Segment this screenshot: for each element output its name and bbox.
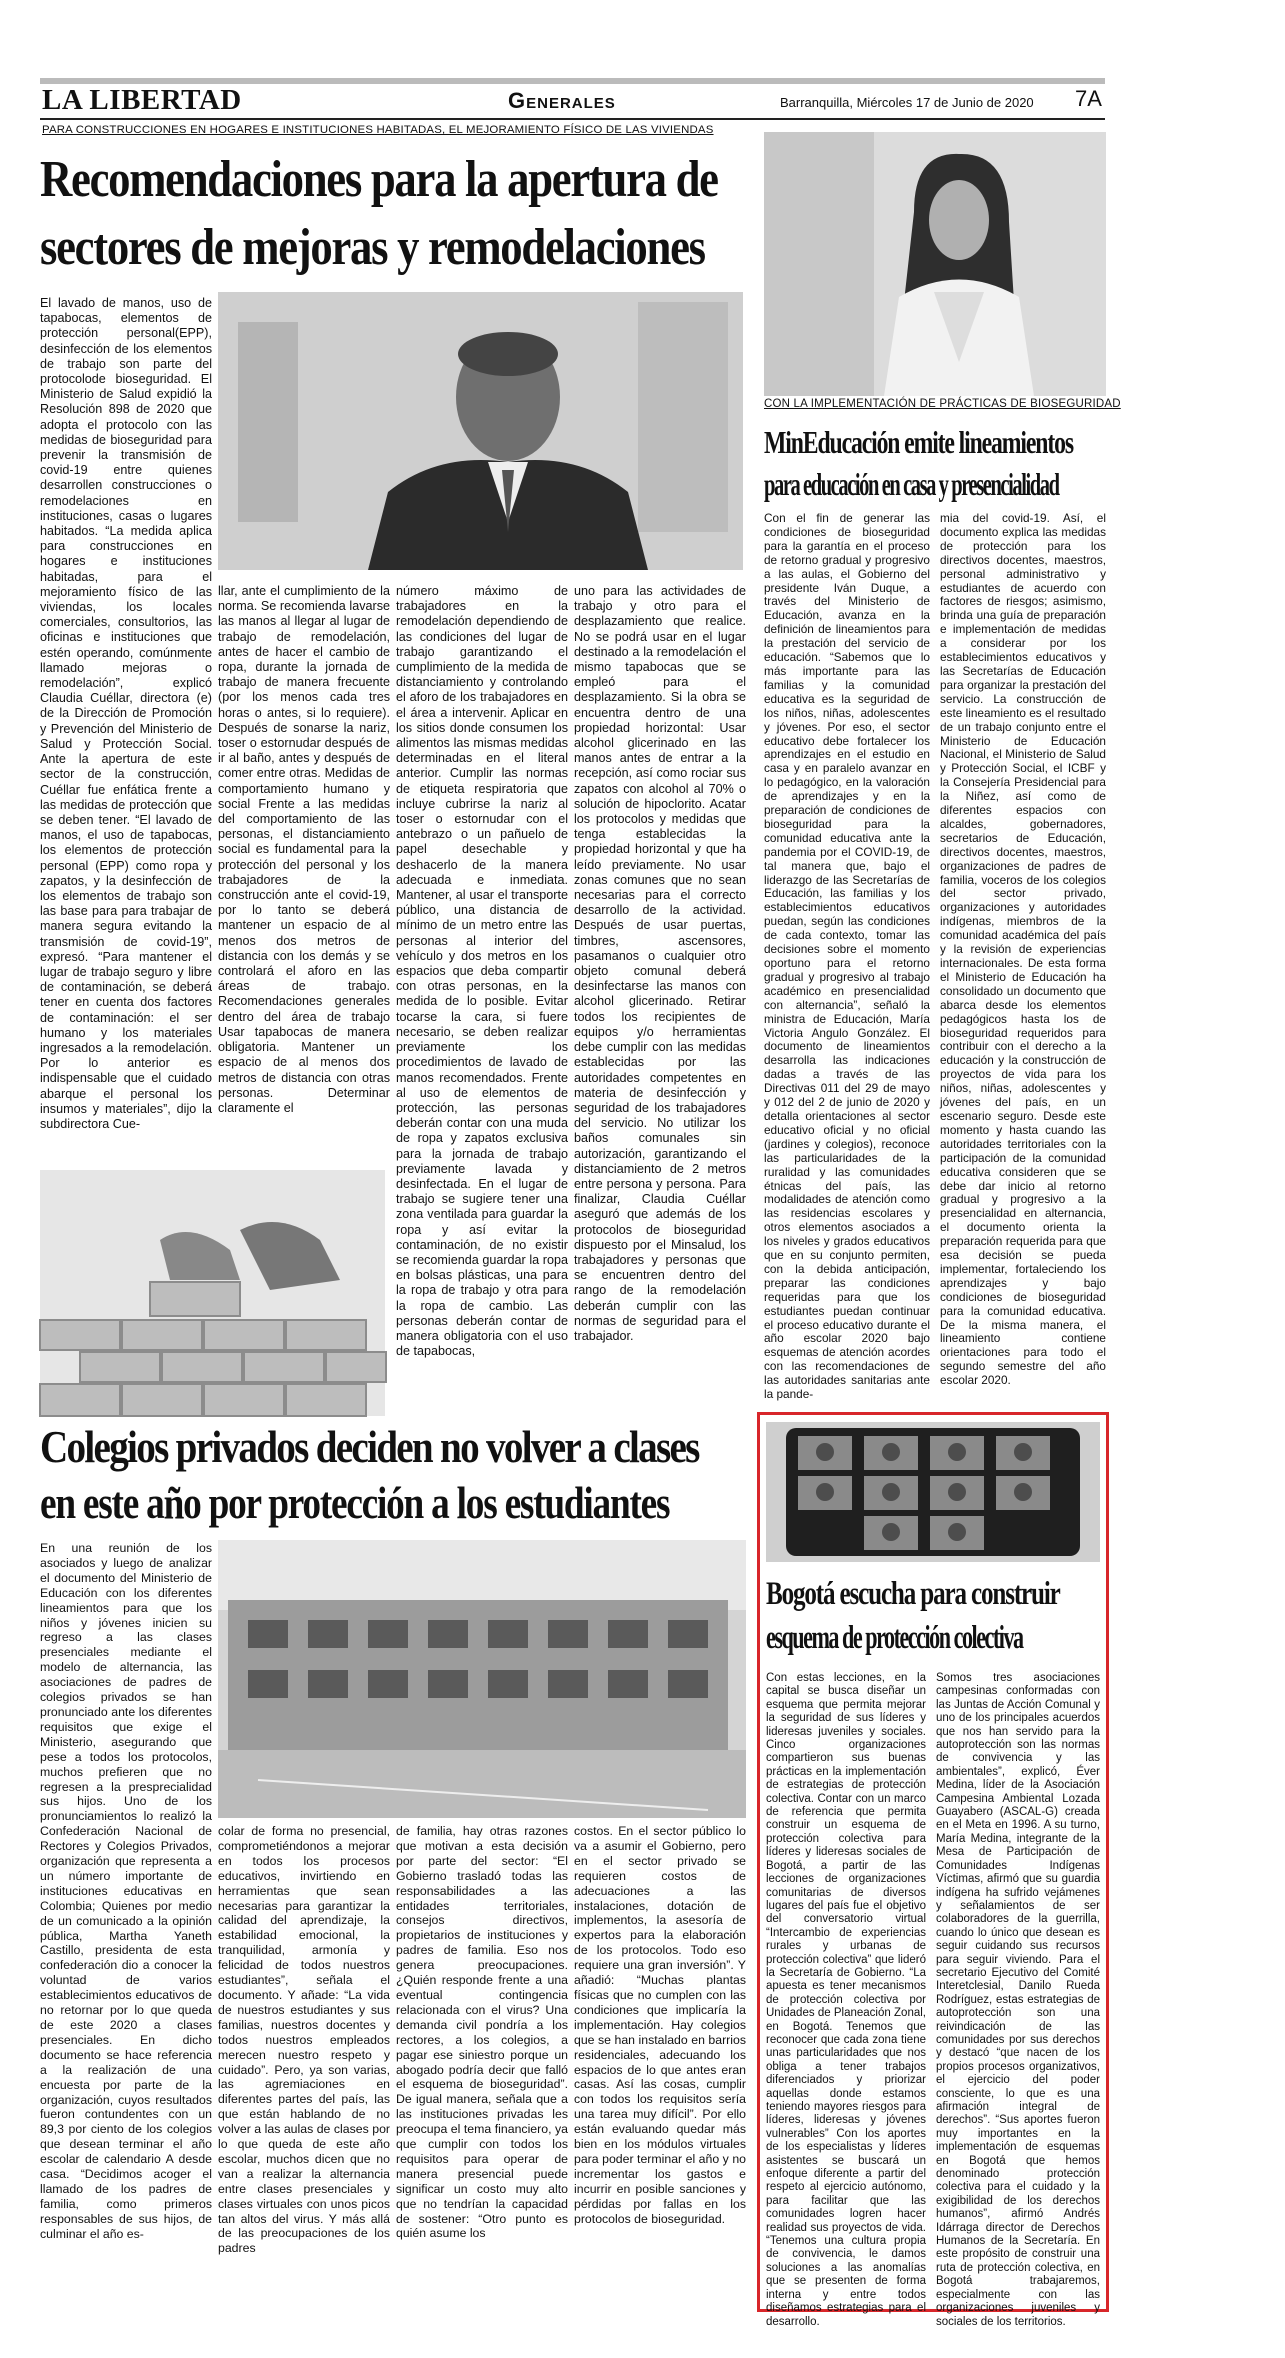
page-number: 7A xyxy=(1075,86,1102,111)
masthead-bottom-rule xyxy=(40,118,1105,120)
story3-headline-line1: Colegios privados deciden no volver a clases xyxy=(40,1421,699,1472)
school-building-photo xyxy=(218,1540,746,1818)
story2-headline-line2: para educación en casa y presencialidad xyxy=(764,466,1059,502)
story1-headline-line1: Recomendaciones para la apertura de xyxy=(40,151,718,208)
paper-name: LA LIBERTAD xyxy=(42,84,242,116)
story2-column-2: mia del covid-19. Así, el documento explica las medidas de protección para los directivos docentes, maestros, personal administrativo y estudiantes de acuerdo con factores de riesgos; asimismo, brinda una guía de preparación e implementación de medidas a considerar por los establecimientos educativos y las Secretarías de Educación para organizar la prestación del servicio. La construcción de este lineamiento es el resultado de un trabajo conjunto entre el Ministerio de Educación Nacional, el Ministerio de Salud y Protección Social, el ICBF y la Consejería Presidencial para la Niñez, así como de diferentes espacios con alcaldes, gobernadores, secretarios de Educación, directivos docentes, maestros, organizaciones de padres de familia, voceros de los colegios del sector privado, organizaciones y autoridades indígenas, miembros de la comunidad académica del país y la revisión de experiencias internacionales. De esta forma el Ministerio de Educación ha consolidado un documento que abarca desde los elementos pedagógicos hasta los de bioseguridad requeridos para contribuir con el derecho a la educación y la construcción de proyectos de vida para los niños, niñas, adolescentes y jóvenes del país, en un escenario seguro. Desde este momento y hasta cuando las autoridades territoriales con la participación de la comunidad educativa consideren que se debe dar inicio al retorno gradual y progresivo a la presencialidad en alternancia, el documento orienta la preparación requerida para que esa decisión se pueda implementar, fortaleciendo los aprendizajes y bajo condiciones de bioseguridad para la comunidad educativa. De la misma manera, el lineamiento contiene orientaciones para todo el segundo semestre del año escolar 2020. xyxy=(940,511,1106,1388)
story1-column-2: llar, ante el cumplimiento de la norma. Se recomienda lavarse las manos al llegar al lugar de trabajo de remodelación, antes de hacer el cambio de ropa, durante la jornada de trabajo de manera frecuente (por los menos cada tres horas o antes, si lo requiere). Después de sonarse la nariz, toser o estornudar después de ir al baño, antes y después de comer entre otras. Medidas de comportamiento humano y social Frente a las medidas del comportamiento de las personas, el distanciamiento social es fundamental para la protección del personal y los trabajadores de la construcción ante el covid-19, por lo tanto se deberá mantener un espacio de al menos dos metros de distancia con los demás y se controlará el aforo en las áreas de trabajo. Recomendaciones generales dentro del área de trabajo Usar tapabocas de manera obligatoria. Mantener un espacio de al menos dos metros de distancia con otras personas. Determinar claramente el xyxy=(218,584,390,1115)
story2-kicker: CON LA IMPLEMENTACIÓN DE PRÁCTICAS DE BIOSEGURIDAD xyxy=(764,398,1121,410)
story4-headline-line1: Bogotá escucha para construir xyxy=(766,1576,1060,1612)
story1-column-4: uno para las actividades de trabajo y otro para el desplazamiento que realice. No se podrá usar en el lugar destinado a la remodelación el mismo tapabocas que se empleó para el desplazamiento. Si la obra se encuentra dentro de una propiedad horizontal: Usar alcohol glicerinado en las manos antes de entrar a la recepción, así como rociar sus zapatos con alcohol al 70% o solución de hipoclorito. Acatar los protocolos y medidas que tenga establecidas la propiedad horizontal y que ha leído previamente. No usar zonas comunes que no sean necesarias para el correcto desarrollo de la actividad. Después de usar puertas, timbres, ascensores, pasamanos o cualquier otro objeto comunal deberá desinfectarse las manos con alcohol glicerinado. Retirar todos los recipientes de equipos y/o herramientas debe cumplir con las medidas establecidas por las autoridades competentes en materia de desinfección y seguridad de los trabajadores del servicio. No utilizar los baños comunales sin autorización, garantizando el distanciamiento de 2 metros entre persona y persona. Para finalizar, Claudia Cuéllar aseguró que además de los protocolos de bioseguridad dispuesto por el Minsalud, los trabajadores y personas que se encuentren dentro del rango de la remodelación deberán cumplir con las normas de seguridad para el trabajador. xyxy=(574,584,746,1343)
video-call-tablet-illustration xyxy=(766,1422,1100,1562)
story2-headline-line1: MinEducación emite lineamientos xyxy=(764,424,1073,460)
minister-education-photo xyxy=(764,132,1106,396)
story4-column-2: Somos tres asociaciones campesinas conformadas con las Juntas de Acción Comunal y uno de los principales acuerdos que nos han servido para la autoprotección son las normas de convivencia y las ambientales”, explicó, Éver Medina, líder de la Asociación Campesina Ambiental Lozada Guayabero (ASCAL-G) creada en el Meta en 1996. A su turno, María Medina, integrante de la Mesa de Participación de Comunidades Indígenas Víctimas, afirmó que su guardia indígena ha sufrido vejámenes y señalamientos de ser colaboradores de la guerrilla, cuando lo único que desean es seguir cuidando sus recursos para seguir viviendo. Para el secretario Ejecutivo del Comité Interetclesial, Danilo Rueda Rodríguez, estas estrategias de autoprotección son una reivindicación de las comunidades por sus derechos y destacó “que nacen de los propios procesos organizativos, el ejercicio del poder consciente, lo que es una afirmación integral de derechos”. “Sus aportes fueron muy importantes en la implementación de esquemas en Bogotá que hemos denominado protección colectiva para el cuidado y la exigibilidad de los derechos humanos”, afirmó Andrés Idárraga director de Derechos Humanos de la Secretaría. En este propósito de construir una ruta de protección colectiva, en Bogotá trabajaremos, especialmente con las organizaciones juveniles y sociales de los territorios. xyxy=(936,1672,1100,2328)
story1-column-3: número máximo de trabajadores en la remodelación dependiendo de las condiciones del lugar de trabajo garantizando el cumplimiento de la medida de distanciamiento y controlando el aforo de los trabajadores en el área a intervenir. Aplicar en los sitios donde consumen los alimentos las mismas medidas determinadas en el literal anterior. Cumplir las normas de etiqueta respiratoria que incluye cubrirse la nariz al toser o estornudar con el antebrazo o un pañuelo de papel desechable y deshacerlo de la manera adecuada e inmediata. Mantener, al usar el transporte público, una distancia de mínimo de un metro entre las personas al interior del vehículo y dos metros en los espacios que deba compartir con otras personas, en la medida de lo posible. Evitar tocarse la cara, si fuere necesario, se deben realizar previamente los procedimientos de lavado de manos recomendados. Frente al uso de elementos de protección, las personas deberán contar con una muda de ropa y zapatos exclusiva para la jornada de trabajo previamente lavada y desinfectada. En el lugar de trabajo se sugiere tener una zona ventilada para guardar la ropa y así evitar la contaminación, de no existir se recomienda guardar la ropa en bolsas plásticas, una para la ropa de trabajo y otra para la ropa de cambio. Las personas deberán contar de manera obligatoria con el uso de tapabocas, xyxy=(396,584,568,1359)
story3-headline-line2: en este año por protección a los estudiantes xyxy=(40,1477,670,1528)
dateline: Barranquilla, Miércoles 17 de Junio de 2020 xyxy=(780,95,1034,110)
story1-headline-line2: sectores de mejoras y remodelaciones xyxy=(40,219,705,276)
story3-column-4: costos. En el sector público lo va a asumir el Gobierno, pero en el sector privado se requieren costos de adecuaciones a las instalaciones, dotación de implementos, la asesoría de expertos para la elaboración de los protocolos. Todo eso requiere una gran inversión”. Y añadió: “Muchas plantas físicas que no cumplen con las condiciones que implicaría la implementación. Hay colegios que se han instalado en barrios residenciales, adecuando los espacios de lo que antes eran casas. Así las cosas, cumplir con todos los requisitos sería una tarea muy difícil”. Por ello están evaluando quedar más bien en los módulos virtuales para poder terminar el año y no incrementar los gastos e incurrir en posible sanciones y pérdidas por fallas en los protocolos de bioseguridad. xyxy=(574,1824,746,2226)
story4-headline-line2: esquema de protección colectiva xyxy=(766,1620,1023,1656)
story3-column-2: colar de forma no presencial, comprometiéndonos a mejorar en todos los procesos educativos, invirtiendo en herramientas que sean necesarias para garantizar la calidad del aprendizaje, la estabilidad emocional, la tranquilidad, armonía y felicidad de todos nuestros estudiantes”, señala el documento. Y añade: “La vida de nuestros estudiantes y sus familias, nuestros docentes y todos nuestros empleados merecen nuestro respeto y cuidado”. Pero, ya son varias, las agremiaciones en diferentes partes del país, las que están hablando de no volver a las aulas de clases por lo que queda de este año escolar, muchos dicen que no van a realizar la alternancia entre clases presenciales y clases virtuales con unos picos tan altos del virus. Y más allá de las preocupaciones de los padres xyxy=(218,1824,390,2256)
story3-column-1: En una reunión de los asociados y luego de analizar el documento del Ministerio de Educación con los diferentes lineamientos para que los niños y jóvenes inicien su regreso a las clases presenciales mediante el modelo de alternancia, las asociaciones de padres de colegios privados se han pronunciado ante los diferentes requisitos que exige el Ministerio, asegurando que pese a todos los protocolos, muchos prefieren que no regresen a la presprecialidad sus hijos. Uno de los pronunciamientos lo realizó la Confederación Nacional de Rectores y Colegios Privados, organización que representa a un número importante de instituciones educativas en Colombia; Quienes por medio de un comunicado a la opinión pública, Martha Yaneth Castillo, presidenta de esta confederación dio a conocer la voluntad de varios establecimientos educativos de no retornar por lo que queda de este 2020 a clases presenciales. En dicho documento se hace referencia a la realización de una encuesta por parte de la organización, cuyos resultados fueron contundentes con un 89,3 por ciento de los colegios que desean terminar el año escolar de calendario A desde casa. “Decidimos acoger el llamado de los padres de familia, como primeros responsables de sus hijos, de culminar el año es- xyxy=(40,1541,212,2241)
video-call-photo xyxy=(766,1422,1100,1562)
story3-column-3: de familia, hay otras razones que motivan a esta decisión por parte del sector: “El Gobierno trasladó todas las responsabilidades a las entidades territoriales, consejos directivos, propietarios de instituciones y padres de familia. Eso nos genera preocupaciones. ¿Quién responde frente a una eventual contingencia relacionada con el virus? Una demanda civil pondría a los rectores, a los colegios, a pagar ese siniestro porque un abogado podría decir que falló el esquema de bioseguridad”. De igual manera, señala que a las instituciones privadas les preocupa el tema financiero, ya que cumplir con todos los requisitos para operar de manera presencial puede significar un costo muy alto que no tendrían la capacidad de sostener: “Otro punto es quién asume los xyxy=(396,1824,568,2241)
minister-portrait-illustration xyxy=(218,292,743,570)
minister-photo xyxy=(218,292,743,570)
story1-kicker: PARA CONSTRUCCIONES EN HOGARES E INSTITUCIONES HABITADAS, EL MEJORAMIENTO FÍSICO DE LAS VIVIENDAS xyxy=(42,124,714,136)
woman-portrait-illustration xyxy=(764,132,1106,396)
story2-column-1: Con el fin de generar las condiciones de bioseguridad para la garantía en el proceso de retorno gradual y progresivo a las aulas, el Gobierno del presidente Iván Duque, a través del Ministerio de Educación, avanza en la definición de lineamientos para la prestación del servicio de educación. “Sabemos que lo más importante para las familias y la comunidad educativa es la seguridad de los niños, niñas, adolescentes y jóvenes. Por eso, el sector educativo debe fortalecer los aprendizajes en el estudio en casa y en paralelo avanzar en lo pedagógico, en la valoración de aprendizajes y en la preparación de condiciones de bioseguridad para la comunidad educativa ante la pandemia por el COVID-19, de tal manera que, bajo el liderazgo de las Secretarías de Educación, las familias y los establecimientos educativos puedan, según las condiciones de cada contexto, tomar las decisiones sobre el momento oportuno para el retorno gradual y progresivo al trabajo académico en presencialidad con alternancia”, señaló la ministra de Educación, María Victoria Angulo González. El documento de lineamientos desarrolla las indicaciones dadas a través de las Directivas 011 del 29 de mayo y 012 del 2 de junio de 2020 y detalla orientaciones al sector educativo oficial y no oficial (jardines y colegios), reconoce las particularidades de la ruralidad y las comunidades étnicas del país, las modalidades de atención como las residencias escolares y otros elementos asociados a los niveles y grados educativos que en su conjunto permiten, con la debida anticipación, preparar las condiciones requeridas para que los estudiantes puedan continuar el proceso educativo durante el año escolar 2020 bajo esquemas de atención acordes con las recomendaciones de las autoridades sanitarias ante la pande- xyxy=(764,511,930,1402)
bricklaying-photo xyxy=(40,1170,385,1416)
story1-column-1: El lavado de manos, uso de tapabocas, elementos de protección personal(EPP), desinfección de los elementos de trabajo son parte del protocolode bioseguridad. El Ministerio de Salud expidió la Resolución 898 de 2020 que adopta el protocolo con las medidas de bioseguridad para prevenir la transmisión de covid-19 entre quienes desarrollen construcciones o remodelaciones en instituciones, casas o lugares habitados. “La medida aplica para construcciones en hogares e instituciones habitadas, para el mejoramiento físico de las viviendas, los locales comerciales, consultorios, las oficinas e instituciones que estén operando, comúnmente llamado mejoras o remodelación”, explicó Claudia Cuéllar, directora (e) de la Dirección de Promoción y Prevención del Ministerio de Salud y Protección Social. Ante la apertura de este sector de la construcción, Cuéllar fue enfática frente a las medidas de protección que se deben tener. “El lavado de manos, el uso de tapabocas, los elementos de protección personal (EPP) como ropa y zapatos, y la desinfección de los elementos de trabajo son las base para para trabajar de manera segura evitando la transmisión de covid-19”, expresó. “Para mantener el lugar de trabajo seguro y libre de contaminación, se deberá tener en cuenta dos factores de contaminación: el ser humano y los materiales ingresados a la remodelación. Por lo anterior es indispensable que el cuidado abarque el personal los insumos y materiales”, dijo la subdirectora Cue- xyxy=(40,296,212,1131)
school-building-illustration xyxy=(218,1540,746,1818)
brick-wall-illustration xyxy=(40,1170,385,1416)
section-name: Generales xyxy=(508,88,616,113)
story4-column-1: Con estas lecciones, en la capital se busca diseñar un esquema que permita mejorar la seguridad de sus líderes y lideresas juveniles y sociales. Cinco organizaciones compartieron sus buenas prácticas en la implementación de estrategias de protección colectiva. Contar con un marco de referencia que permita construir un esquema de protección colectiva para líderes y lideresas sociales de Bogotá, a partir de las lecciones de organizaciones comunitarias de diversos lugares del país fue el objetivo del conversatorio virtual “Intercambio de experiencias rurales y urbanas de protección colectiva” que lideró la Secretaría de Gobierno. “La apuesta es tener mecanismos de protección colectiva por Unidades de Planeación Zonal, en Bogotá. Tenemos que reconocer que cada zona tiene unas particularidades que nos obliga a tener trabajos diferenciados y priorizar aquellas donde estamos teniendo mayores riesgos para líderes, lideresas y jóvenes vulnerables” Con los aportes de los especialistas y líderes asistentes se buscará un enfoque diferente a partir del respeto al ejercicio autónomo, para facilitar que las comunidades logren hacer realidad sus proyectos de vida. “Tenemos una cultura propia de convivencia, le damos soluciones a las anomalías que se presenten de forma interna y entre todos diseñamos estrategias para el desarrollo. xyxy=(766,1672,926,2328)
